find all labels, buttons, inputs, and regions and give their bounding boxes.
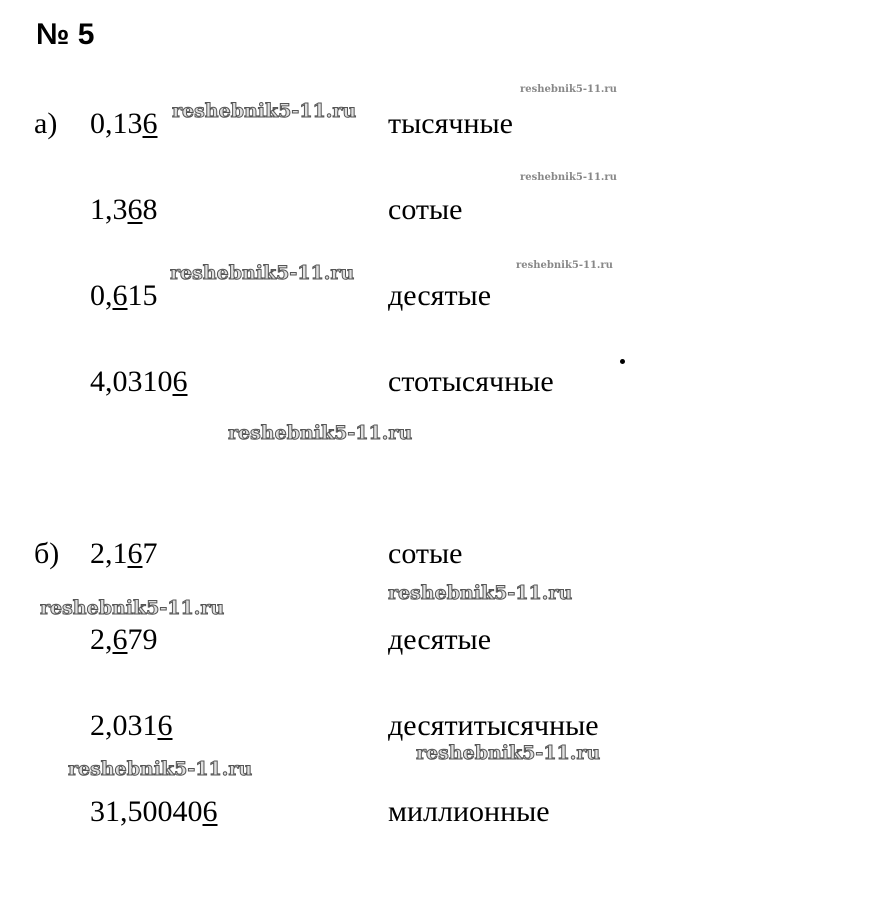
watermark: reshebnik5-11.ru (40, 597, 225, 619)
place-value-name: тысячные (388, 107, 513, 140)
underlined-digit: 6 (127, 193, 143, 226)
watermark: reshebnik5-11.ru (520, 172, 617, 183)
decimal-number: 0,136 (90, 107, 158, 140)
underlined-digit: 6 (142, 107, 158, 140)
watermark: reshebnik5-11.ru (68, 758, 253, 780)
underlined-digit: 6 (112, 279, 128, 312)
place-value-name: десятитысячные (388, 709, 599, 742)
place-value-name: сотые (388, 537, 463, 570)
decimal-number: 0,615 (90, 279, 158, 312)
task-number: № 5 (36, 18, 95, 51)
place-value-name: десятые (388, 279, 492, 312)
underlined-digit: 6 (157, 709, 173, 742)
decimal-number: 2,0316 (90, 709, 173, 742)
watermark: reshebnik5-11.ru (388, 582, 573, 604)
watermark: reshebnik5-11.ru (228, 422, 413, 444)
decimal-number: 4,03106 (90, 365, 188, 398)
watermark: reshebnik5-11.ru (172, 100, 357, 122)
section-label-a: а) (34, 107, 58, 140)
section-label-b: б) (34, 537, 60, 570)
place-value-name: стотысячные (388, 365, 554, 398)
place-value-name: миллионные (388, 795, 550, 828)
underlined-digit: 6 (112, 623, 128, 656)
place-value-name: сотые (388, 193, 463, 226)
underlined-digit: 6 (127, 537, 143, 570)
decimal-number: 2,167 (90, 537, 158, 570)
stray-dot (620, 359, 625, 364)
decimal-number: 2,679 (90, 623, 158, 656)
place-value-name: десятые (388, 623, 492, 656)
watermark: reshebnik5-11.ru (170, 262, 355, 284)
decimal-number: 1,368 (90, 193, 158, 226)
watermark: reshebnik5-11.ru (520, 84, 617, 95)
watermark: reshebnik5-11.ru (416, 742, 601, 764)
underlined-digit: 6 (202, 795, 218, 828)
decimal-number: 31,500406 (90, 795, 218, 828)
watermark: reshebnik5-11.ru (516, 260, 613, 271)
underlined-digit: 6 (172, 365, 188, 398)
